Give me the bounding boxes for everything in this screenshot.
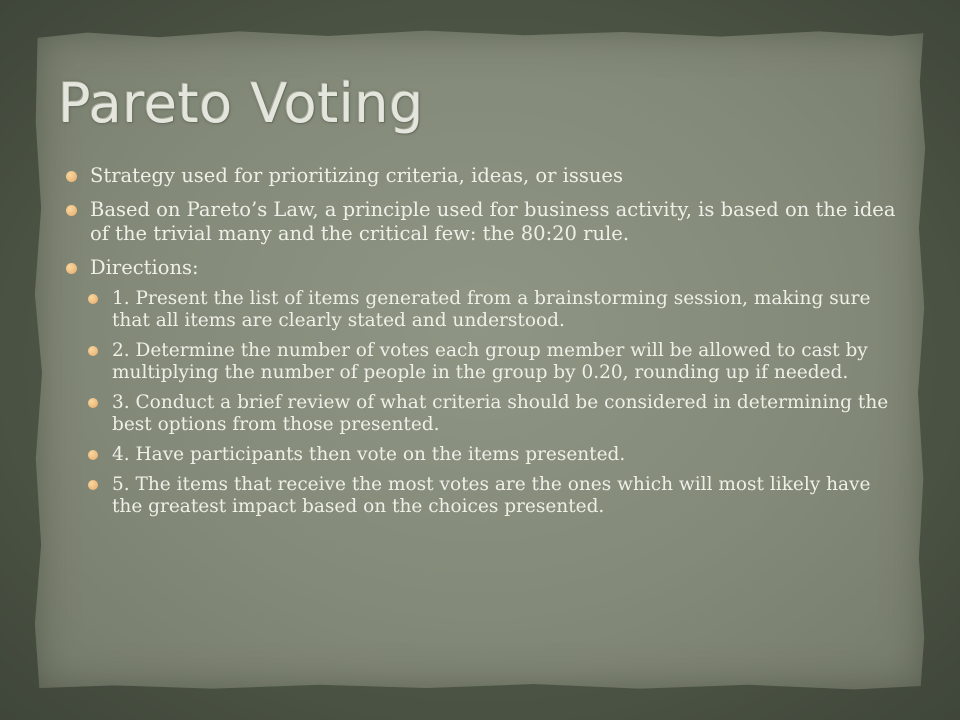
directions-list: [90, 288, 906, 518]
direction-item: [90, 444, 906, 466]
direction-text: 2. Determine the number of votes each group member will be allowed to cast by multiplying the number of people in the group by 0.20, rounding up if needed.: [112, 340, 868, 383]
bullet-item: [66, 164, 906, 188]
bullet-text: Based on Pareto’s Law, a principle used for business activity, is based on the idea of the trivial many and the critical few: the 80:20 rule.: [90, 198, 896, 245]
bullet-text: Strategy used for prioritizing criteria, ideas, or issues: [90, 164, 623, 187]
direction-item: [90, 392, 906, 436]
bullet-icon: [88, 480, 98, 490]
bullet-icon: [66, 205, 77, 216]
direction-text: 4. Have participants then vote on the items presented.: [112, 444, 626, 465]
bullet-list: [66, 164, 906, 528]
direction-item: [90, 288, 906, 332]
bullet-icon: [66, 171, 77, 182]
bullet-text: Directions:: [90, 256, 199, 279]
bullet-icon: [88, 450, 98, 460]
bullet-icon: [88, 398, 98, 408]
bullet-icon: [88, 294, 98, 304]
direction-text: 3. Conduct a brief review of what criteria should be considered in determining the best options from those presented.: [112, 392, 889, 435]
direction-item: [90, 474, 906, 518]
bullet-icon: [66, 263, 77, 274]
bullet-item: [66, 256, 906, 518]
bullet-icon: [88, 346, 98, 356]
slide-title: Pareto Voting: [58, 72, 424, 135]
direction-text: 5. The items that receive the most votes are the ones which will most likely have the greatest impact based on the choices presented.: [112, 474, 871, 517]
direction-item: [90, 340, 906, 384]
direction-text: 1. Present the list of items generated from a brainstorming session, making sure that all items are clearly stated and understood.: [112, 288, 871, 331]
bullet-item: [66, 198, 906, 246]
